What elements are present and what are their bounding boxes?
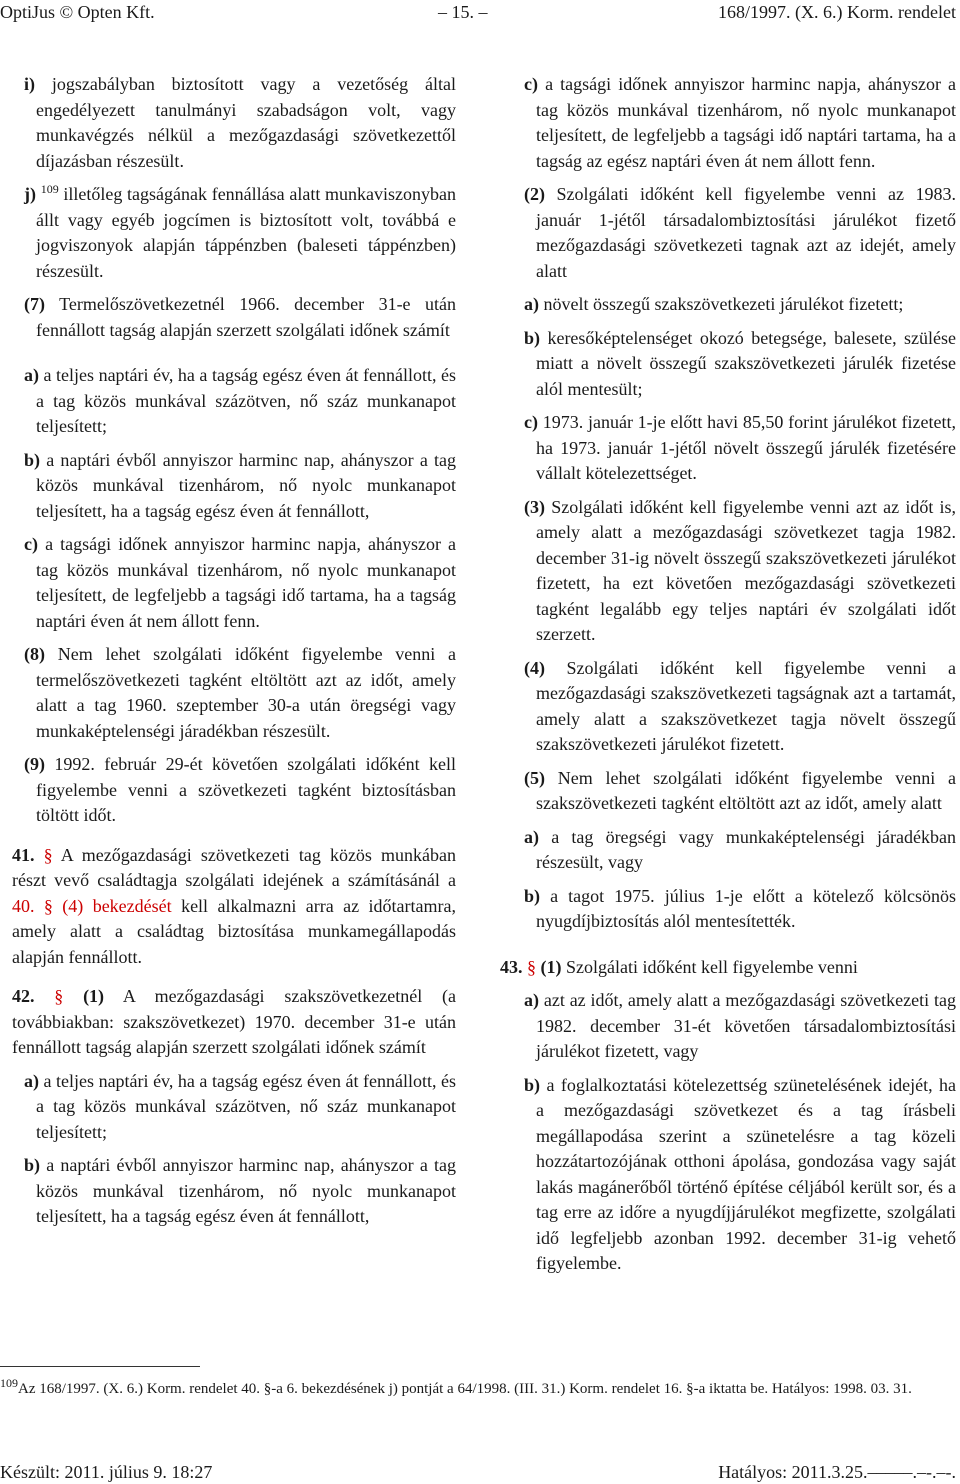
point-text: a tagsági időnek annyiszor harminc napja, ahányszor a tag közös munkával tizenhárom, nő nyolc munkanapot teljesített, de legfeljebb a tagsági idő tartama, ha a tagság naptári éven át nem állott fenn. <box>36 534 457 631</box>
paragraph-label: (9) <box>24 754 45 774</box>
point-label: c) <box>24 534 38 554</box>
paragraph-label: (4) <box>524 657 545 678</box>
point-text: 1973. január 1-je előtt havi 85,50 forint járulékot fizetett, ha 1973. január 1-jétől növelt összegű járulék fizetésére vállalt kötelezettséget. <box>536 412 957 483</box>
point-j <box>12 182 456 284</box>
point-text: növelt összegű szakszövetkezeti járulékot fizetett; <box>543 294 904 314</box>
paragraph-label: (7) <box>24 294 45 314</box>
paragraph-text: 1992. február 29-ét követően szolgálati időként kell figyelembe venni a szövetkezeti tagként biztosításban töltött időt. <box>36 754 456 825</box>
paragraph-text: Termelőszövetkezetnél 1966. december 31-e után fennállott tagság alapján szerzett szolgálati időnek számít <box>36 294 456 340</box>
section-text: A mezőgazdasági szakszövetkezetnél (a továbbiakban: szakszövetkezet) 1970. december 31-e után fennállott tagság alapján szerzett szolgálati időnek számít <box>12 986 457 1057</box>
paragraph-label: (1) <box>540 956 562 977</box>
right-column <box>500 72 957 1277</box>
paragraph-4 <box>512 656 956 758</box>
point-text: a tagot 1975. július 1-je előtt a kötelező kölcsönös nyugdíjbiztosítás alól mentesítették. <box>536 885 956 931</box>
point-label: b) <box>524 885 541 906</box>
section-sign-link[interactable]: § <box>54 986 64 1006</box>
section-text: kell alkalmazni arra az időtartamra, amely alatt a családtag biztosítása munkamegállapodás alapján fennállott. <box>12 895 457 967</box>
section-42-point-c <box>512 72 956 174</box>
header-publisher: OptiJus © Opten Kft. <box>0 2 155 22</box>
paragraph-label: (3) <box>524 496 545 517</box>
section-41 <box>12 843 456 971</box>
header-page-number: – 15. – <box>438 2 488 22</box>
cross-reference-link[interactable]: 40. <box>12 895 35 916</box>
point-label: a) <box>24 365 39 385</box>
footer-effective-date: Hatályos: 2011.3.25.–––––.–-.–-. <box>718 1462 956 1482</box>
point-text: illetőleg tagságának fennállása alatt munkaviszonyban állt vagy egyéb jogcímen is biztosított volt, továbbá e jogviszonyok alapján táppénzben (baleseti táppénzben) részesült. <box>36 184 456 281</box>
paragraph-text: Nem lehet szolgálati időként figyelembe venni a szakszövetkezeti tagként eltöltött azt az időt, amely alatt <box>536 767 956 813</box>
point-label: c) <box>524 74 538 94</box>
paragraph-text: Nem lehet szolgálati időként figyelembe venni a termelőszövetkezeti tagként eltöltött azt az időt, amely alatt a tag 1960. szeptember 30-a után öregségi vagy munkaképtelenségi járadékban részesült. <box>36 644 456 741</box>
section-text: Szolgálati időként kell figyelembe venni <box>566 956 858 977</box>
page-header <box>0 0 960 24</box>
section-42-point-a <box>12 1069 456 1146</box>
section-number: 42. <box>12 986 35 1006</box>
section-number: 41. <box>12 844 35 865</box>
point-text: a tag öregségi vagy munkaképtelenségi járadékban részesült, vagy <box>536 826 957 872</box>
footnote-text: Az 168/1997. (X. 6.) Korm. rendelet 40. §-a 6. bekezdésének j) pontját a 64/1998. (III. 31.) Korm. rendelet 16. §-a iktatta be. Hatályos: 1998. 03. 31. <box>18 1381 912 1397</box>
cross-reference-link[interactable]: § (4) bekezdését <box>43 895 172 916</box>
section-42 <box>12 984 456 1061</box>
paragraph-text: Szolgálati időként kell figyelembe venni azt az időt is, amely alatt a mezőgazdasági szövetkezet tagja 1982. december 31-ig növelt összegű szakszövetkezeti járulékot fizetett, ha ezt követően mezőgazdasági szövetkezeti tagként legalább egy teljes naptári év szolgálati időt szerzett. <box>536 496 957 644</box>
header-document-title: 168/1997. (X. 6.) Korm. rendelet <box>718 2 956 22</box>
paragraph-text: Szolgálati időként kell figyelembe venni a mezőgazdasági szakszövetkezeti tagságnak azt a tartamát, amely alatt a szakszövetkezet tagja növelt összegű szakszövetkezeti járulékot fizetett. <box>536 657 956 754</box>
point-text: jogszabályban biztosított vagy a vezetőség által engedélyezett tanulmányi szabadságon volt, vagy munkavégzés nélkül a mezőgazdasági szövetkezettől díjazásban részesült. <box>36 74 457 171</box>
footnote-divider <box>0 1366 200 1367</box>
section-43 <box>500 955 956 981</box>
section-43-point-a <box>512 988 956 1065</box>
point-text: a naptári évből annyiszor harminc nap, ahányszor a tag közös munkával tizenhárom, nő nyolc munkanapot teljesített, ha a tagság egész éven át fennállott, <box>36 1155 457 1226</box>
paragraph-2 <box>512 182 956 284</box>
paragraph-7-point-b <box>12 448 456 525</box>
point-label: i) <box>24 74 35 94</box>
point-label: b) <box>24 1155 41 1175</box>
point-label: a) <box>524 294 539 314</box>
section-42-point-b <box>12 1153 456 1230</box>
paragraph-label: (5) <box>524 767 545 788</box>
point-label: a) <box>524 990 539 1010</box>
point-label: c) <box>524 412 538 432</box>
paragraph-2-point-a <box>512 292 956 318</box>
paragraph-label: (1) <box>83 986 105 1006</box>
section-text: A mezőgazdasági szövetkezeti tag közös munkában részt vevő családtagja szolgálati idejének a számításánál a <box>12 844 457 890</box>
point-label: a) <box>524 826 539 847</box>
paragraph-8 <box>12 642 456 744</box>
paragraph-7 <box>12 292 456 343</box>
point-text: a naptári évből annyiszor harminc nap, ahányszor a tag közös munkával tizenhárom, nő nyolc munkanapot teljesített, ha a tagság egész éven át fennállott, <box>36 449 457 521</box>
paragraph-2-point-b <box>512 326 956 403</box>
point-label: a) <box>24 1070 39 1091</box>
footnote-reference[interactable]: 109 <box>40 182 59 196</box>
point-label: b) <box>524 1074 541 1095</box>
section-sign-link[interactable]: § <box>43 844 53 865</box>
paragraph-7-point-c <box>12 532 456 634</box>
section-sign-link[interactable]: § <box>527 956 536 977</box>
footnote <box>0 1378 958 1400</box>
left-column <box>12 72 456 1230</box>
point-text: a teljes naptári év, ha a tagság egész éven át fennállott, és a tag közös munkával százötven, nő száz munkanapot teljesített; <box>36 1070 456 1142</box>
point-label: b) <box>524 327 541 348</box>
paragraph-9 <box>12 752 456 829</box>
point-text: a tagsági időnek annyiszor harminc napja, ahányszor a tag közös munkával tizenhárom, nő nyolc munkanapot teljesített, de legfeljebb a tagsági idő naptári tartama, ha a tagság az egész naptári éven át nem állott fenn. <box>536 74 957 171</box>
paragraph-3 <box>512 495 956 648</box>
paragraph-5-point-b <box>512 884 956 935</box>
paragraph-5-point-a <box>512 825 956 876</box>
page-footer <box>0 1460 960 1484</box>
paragraph-2-point-c <box>512 410 956 487</box>
point-text: azt az időt, amely alatt a mezőgazdasági szövetkezeti tag 1982. december 31-ét követően társadalombiztosítási járulékot fizetett, vagy <box>536 990 956 1061</box>
footnote-number: 109 <box>0 1376 18 1390</box>
paragraph-label: (8) <box>24 644 45 664</box>
point-text: a teljes naptári év, ha a tagság egész éven át fennállott, és a tag közös munkával százötven, nő száz munkanapot teljesített; <box>36 365 456 436</box>
section-number: 43. <box>500 956 523 977</box>
point-text: keresőképtelenséget okozó betegsége, balesete, szülése miatt a növelt összegű szakszövetkezeti járulék fizetése alól mentesült; <box>536 327 957 399</box>
paragraph-label: (2) <box>524 184 545 204</box>
paragraph-5 <box>512 766 956 817</box>
point-label: j) <box>24 184 36 204</box>
footer-created-date: Készült: 2011. július 9. 18:27 <box>0 1462 213 1482</box>
point-text: a foglalkoztatási kötelezettség szünetelésének idejét, ha a mezőgazdasági szövetkezet és a tag írásbeli megállapodása szerint a szünetelésre a tag közeli hozzátartozójának otthoni ápolása, gondozása vagy saját lakás magánerőből történő építése céljából került sor, és a tag erre az időre a nyugdíjjárulékot megfizette, szolgálati idő legfeljebb azonban 1992. december 31-ig vehető figyelembe. <box>536 1074 957 1273</box>
paragraph-text: Szolgálati időként kell figyelembe venni az 1983. január 1-jétől társadalombiztosítási járulékot fizető mezőgazdasági szövetkezeti tagnak azt az idejét, amely alatt <box>536 184 956 281</box>
point-i <box>12 72 456 174</box>
section-43-point-b <box>512 1073 956 1277</box>
point-label: b) <box>24 449 41 470</box>
paragraph-7-point-a <box>12 363 456 440</box>
